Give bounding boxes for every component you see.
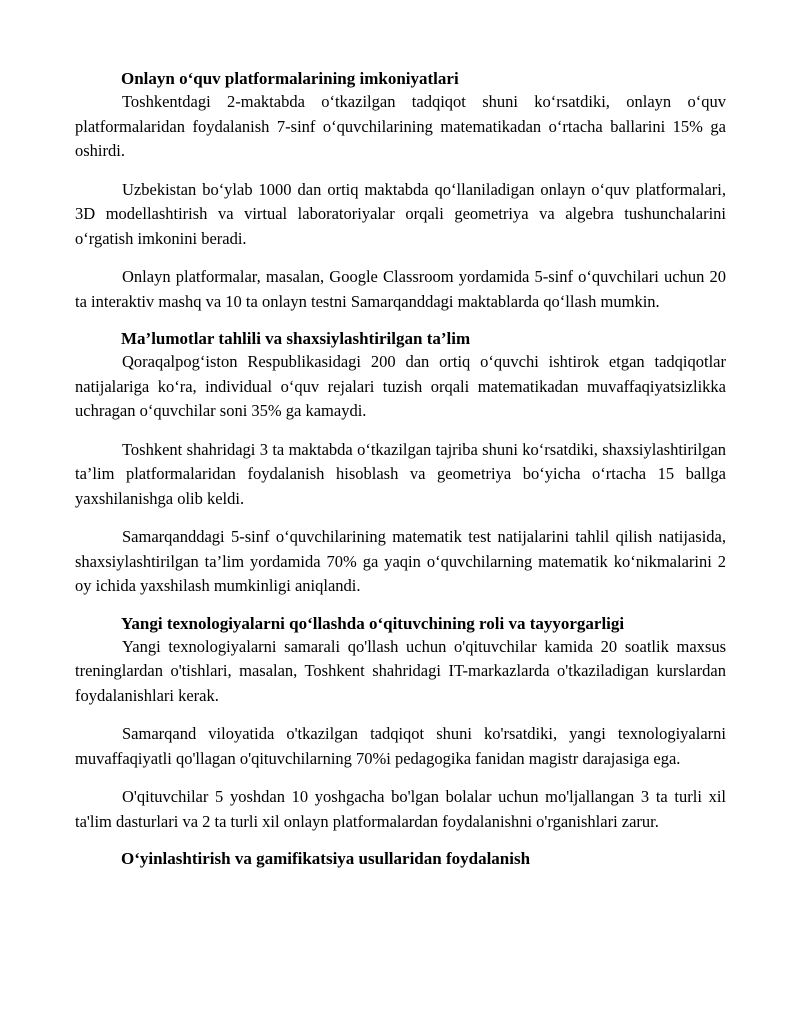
section-title-teacher-role: Yangi texnologiyalarni qo‘llashda o‘qituvchining roli va tayyorgarligi <box>121 613 625 633</box>
paragraph: Samarqanddagi 5-sinf o‘quvchilarining matematik test natijalarini tahlil qilish natijasida, shaxsiylashtirilgan ta’lim yordamida 70% ga yaqin o‘quvchilarning matematik ko‘nikmalarini 2 oy ichida yaxshilash mumkinligi aniqlandi. <box>75 527 726 595</box>
paragraph: Toshkentdagi 2-maktabda o‘tkazilgan tadqiqot shuni ko‘rsatdiki, onlayn o‘quv platformalaridan foydalanish 7-sinf o‘quvchilarining matematikadan o‘rtacha ballarini 15% ga oshirdi. <box>75 92 726 160</box>
paragraph: Onlayn platformalar, masalan, Google Classroom yordamida 5-sinf o‘quvchilari uchun 20 ta interaktiv mashq va 10 ta onlayn testni Samarqanddagi maktablarda qo‘llash mumkin. <box>75 267 726 311</box>
paragraph: Toshkent shahridagi 3 ta maktabda o‘tkazilgan tajriba shuni ko‘rsatdiki, shaxsiylashtirilgan ta’lim platformalaridan foydalanish hisoblash va geometriya bo‘yicha o‘rtacha 15 ballga yaxshilanishga olib keldi. <box>75 439 726 508</box>
paragraph: Uzbekistan bo‘ylab 1000 dan ortiq maktabda qo‘llaniladigan onlayn o‘quv platformalari, 3D modellashtirish va virtual laboratoriyalar orqali geometriya va algebra tushunchalarini o‘rgatish imkonini beradi. <box>75 179 726 248</box>
section-title-data-analysis: Ma’lumotlar tahlili va shaxsiylashtirilgan ta’lim <box>121 329 471 348</box>
paragraph: Samarqand viloyatida o'tkazilgan tadqiqot shuni ko'rsatdiki, yangi texnologiyalarni muvaffaqiyatli qo'llagan o'qituvchilarning 70%i pedagogika fanidan magistr darajasiga ega. <box>75 724 726 768</box>
document-page <box>75 68 726 870</box>
section-title-gamification: O‘yinlashtirish va gamifikatsiya usullaridan foydalanish <box>121 849 531 868</box>
paragraph: O'qituvchilar 5 yoshdan 10 yoshgacha bo'lgan bolalar uchun mo'ljallangan 3 ta turli xil ta'lim dasturlari va 2 ta turli xil onlayn platformalardan foydalanishni o'rganishlari zarur. <box>75 787 726 831</box>
paragraph: Qoraqalpog‘iston Respublikasidagi 200 dan ortiq o‘quvchi ishtirok etgan tadqiqotlar natijalariga ko‘ra, individual o‘quv rejalari tuzish orqali matematikadan muvaffaqiyatsizlikka uchragan o‘quvchilar soni 35% ga kamaydi. <box>75 352 726 420</box>
paragraph: Yangi texnologiyalarni samarali qo'llash uchun o'qituvchilar kamida 20 soatlik maxsus treninglardan o'tishlari, masalan, Toshkent shahridagi IT-markazlarda o'tkaziladigan kurslardan foydalanishlari kerak. <box>75 636 726 705</box>
section-title-online-platforms: Onlayn o‘quv platformalarining imkoniyatlari <box>121 69 459 88</box>
